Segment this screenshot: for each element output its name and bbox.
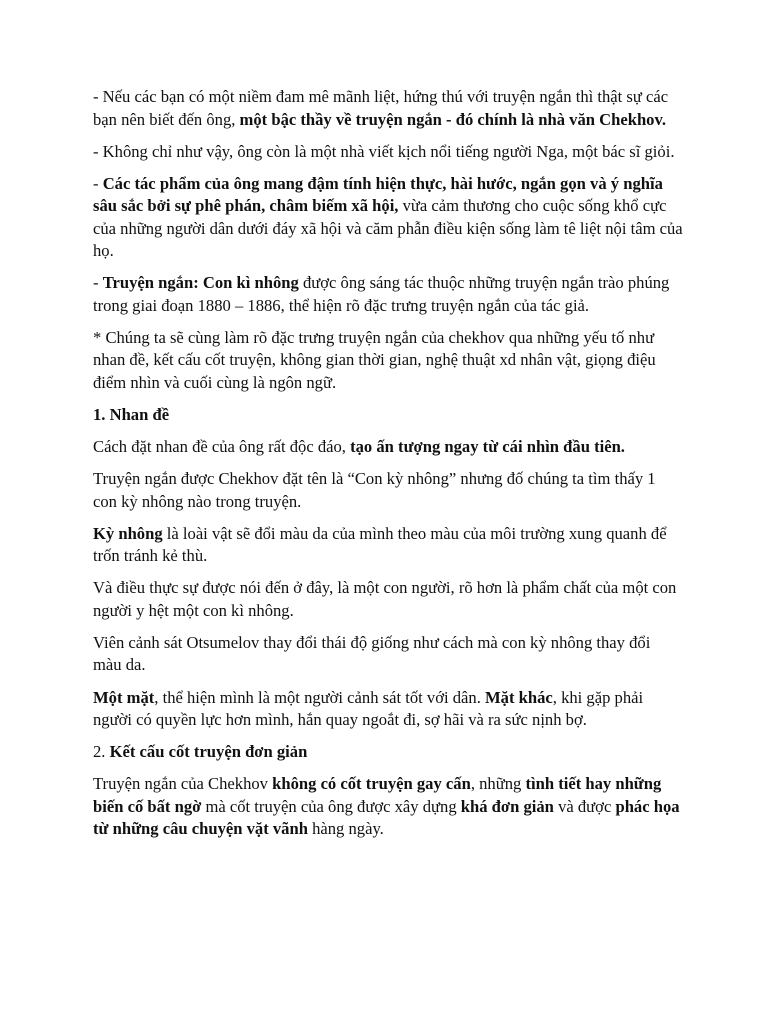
- text-run: , những: [470, 774, 526, 794]
- bold-text-run: khá đơn giản: [460, 796, 554, 816]
- bold-text-run: 1. Nhan đề: [93, 404, 170, 424]
- paragraph: [93, 272, 683, 317]
- paragraph: [93, 141, 683, 164]
- paragraph: [93, 687, 683, 732]
- bold-text-run: Kết cấu cốt truyện đơn giản: [109, 742, 308, 762]
- paragraph: [93, 577, 683, 622]
- bold-text-run: một bậc thầy về truyện ngắn - đó chính là nhà văn Chekhov.: [239, 109, 666, 129]
- text-run: vừa cảm thương cho cuộc sống khổ cực của những người dân dưới đáy xã hội và căm phẫn điều kiện sống làm tê liệt nội tâm của họ.: [93, 196, 683, 261]
- text-run: Và điều thực sự được nói đến ở đây, là một con người, rõ hơn là phẩm chất của một con người y hệt một con kì nhông.: [93, 578, 677, 620]
- text-run: , khi gặp phải người có quyền lực hơn mình, hắn quay ngoắt đi, sợ hãi và ra sức nịnh bợ.: [93, 687, 644, 730]
- paragraph: [93, 632, 683, 677]
- text-run: -: [93, 173, 103, 193]
- text-run: - Không chỉ như vậy, ông còn là một nhà viết kịch nổi tiếng người Nga, một bác sĩ giỏi.: [93, 141, 675, 161]
- text-run: Truyện ngắn được Chekhov đặt tên là “Con kỳ nhông” nhưng đố chúng ta tìm thấy 1 con kỳ nhông nào trong truyện.: [93, 469, 656, 511]
- text-run: là loài vật sẽ đổi màu da của mình theo màu của môi trường xung quanh để trốn tránh kẻ thù.: [93, 523, 667, 566]
- text-run: Truyện ngắn của Chekhov: [93, 774, 273, 794]
- paragraph: [93, 741, 683, 764]
- text-run: và được: [553, 796, 616, 816]
- paragraph: [93, 523, 683, 568]
- text-run: được ông sáng tác thuộc những truyện ngắn trào phúng trong giai đoạn 1880 – 1886, thể hiện rõ đặc trưng truyện ngắn của tác giả.: [93, 273, 670, 315]
- bold-text-run: tình tiết hay những biến cố bất ngờ: [93, 774, 662, 816]
- text-run: hàng ngày.: [307, 819, 384, 839]
- text-run: -: [93, 273, 103, 293]
- bold-text-run: phác họa từ những câu chuyện vặt vãnh: [93, 796, 680, 839]
- paragraph: [93, 404, 683, 427]
- bold-text-run: tạo ấn tượng ngay từ cái nhìn đầu tiên.: [350, 437, 625, 457]
- paragraph: [93, 468, 683, 513]
- bold-text-run: Một mặt: [93, 687, 155, 707]
- bold-text-run: Truyện ngắn: Con kì nhông: [102, 273, 299, 293]
- paragraph: [93, 436, 683, 459]
- text-run: - Nếu các bạn có một niềm đam mê mãnh liệt, hứng thú với truyện ngắn thì thật sự các bạn nên biết đến ông,: [93, 87, 669, 129]
- bold-text-run: Các tác phẩm của ông mang đậm tính hiện thực, hài hước, ngắn gọn và ý nghĩa sâu sắc bởi sự phê phán, châm biếm xã hội,: [93, 173, 663, 216]
- text-run: 2.: [93, 742, 110, 762]
- text-run: Cách đặt nhan đề của ông rất độc đáo,: [93, 437, 351, 457]
- paragraph: [93, 173, 683, 263]
- text-run: , thể hiện mình là một người cảnh sát tốt với dân.: [154, 687, 485, 707]
- bold-text-run: Mặt khác: [485, 687, 553, 707]
- paragraph: [93, 327, 683, 395]
- document-page: [93, 86, 683, 850]
- text-run: Viên cảnh sát Otsumelov thay đổi thái độ giống như cách mà con kỳ nhông thay đổi màu da.: [93, 632, 651, 675]
- text-run: * Chúng ta sẽ cùng làm rõ đặc trưng truyện ngắn của chekhov qua những yếu tố như nhan đề, kết cấu cốt truyện, không gian thời gian, nghệ thuật xd nhân vật, giọng điệu điểm nhìn và cuối cùng là ngôn ngữ.: [93, 327, 656, 392]
- text-run: mà cốt truyện của ông được xây dựng: [201, 796, 461, 816]
- bold-text-run: không có cốt truyện gay cấn: [272, 774, 471, 794]
- paragraph: [93, 773, 683, 841]
- bold-text-run: Kỳ nhông: [93, 523, 163, 543]
- paragraph: [93, 86, 683, 131]
